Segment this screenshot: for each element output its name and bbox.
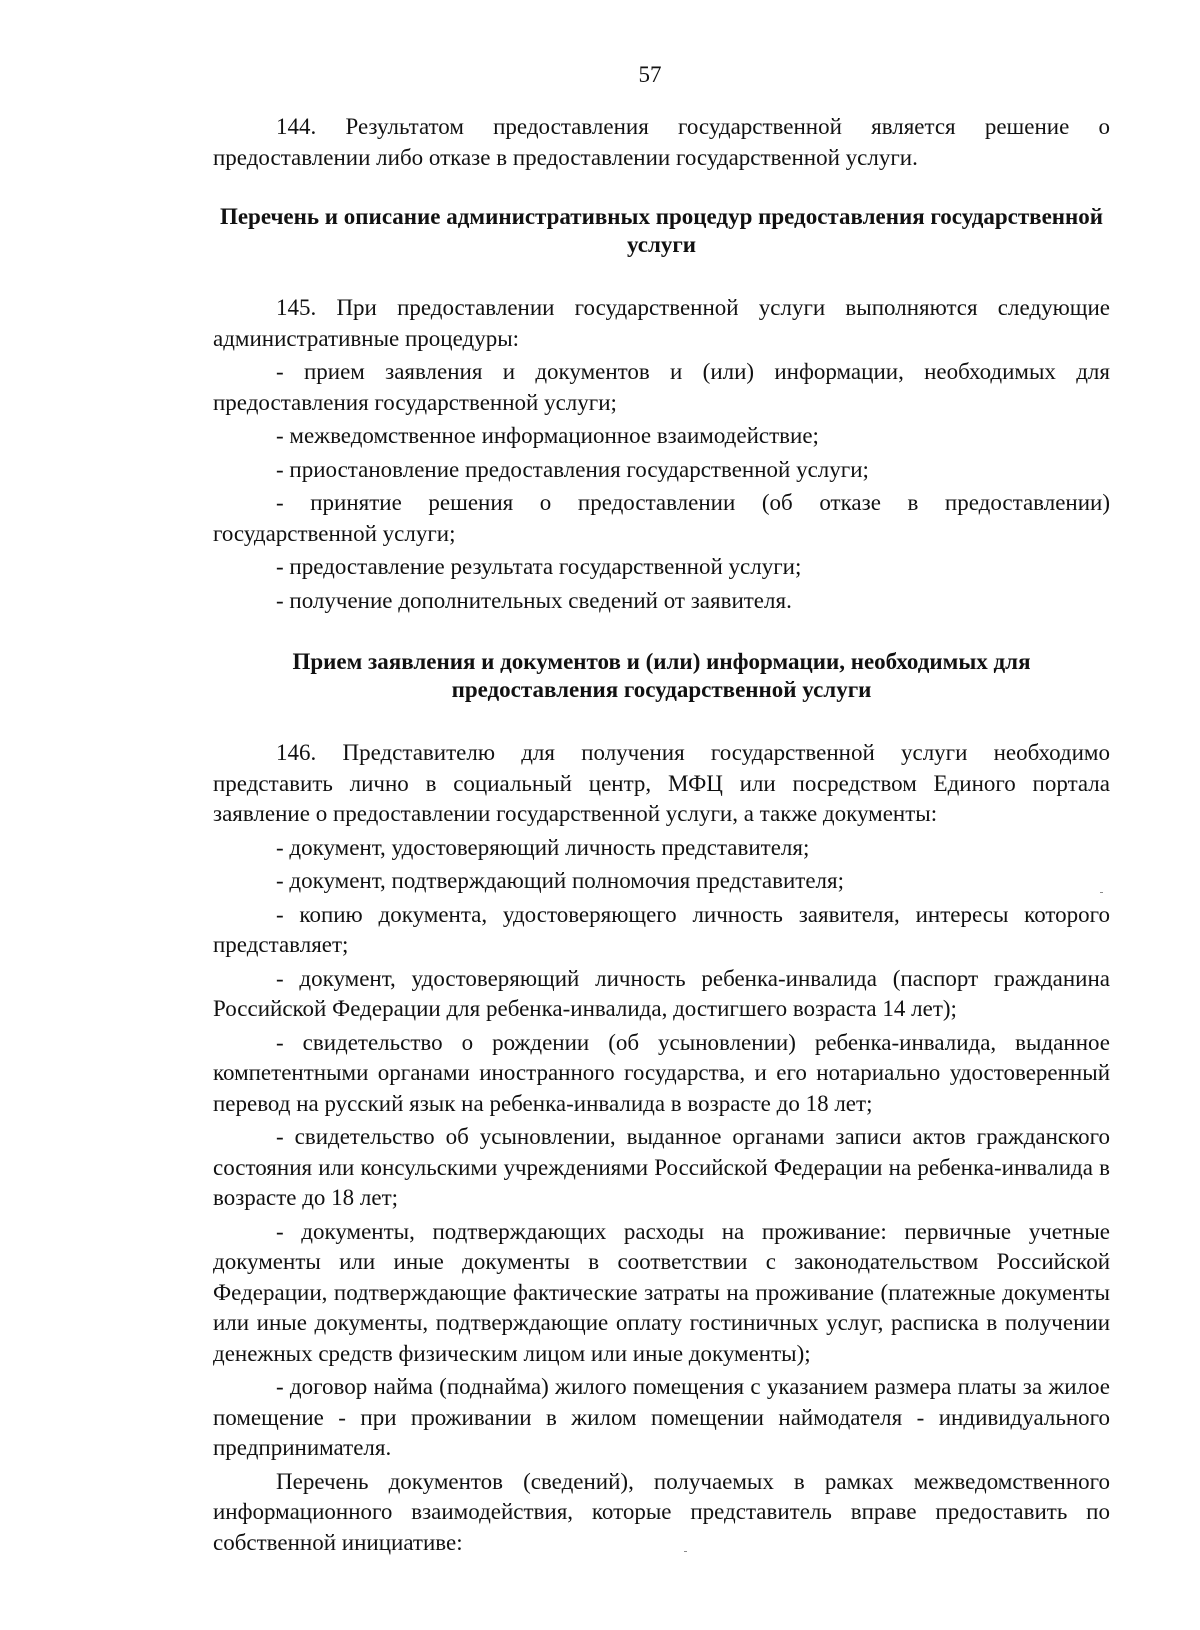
- document-item: - свидетельство об усыновлении, выданное органами записи актов гражданского состояния или консульскими учреждениями Российской Федерации на ребенка-инвалида в возрасте до 18 лет;: [213, 1124, 1110, 1210]
- paragraph-146-intro: 146. Представителю для получения государственной услуги необходимо представить лично в социальный центр, МФЦ или посредством Единого портала заявление о предоставлении государственной услуги, а также документы:: [213, 740, 1110, 826]
- procedure-item: - прием заявления и документов и (или) информации, необходимых для предоставления государственной услуги;: [213, 359, 1110, 415]
- document-body: [213, 112, 1110, 1558]
- paragraph-final: Перечень документов (сведений), получаемых в рамках межведомственного информационного взаимодействия, которые представитель вправе предоставить по собственной инициативе:: [213, 1468, 1110, 1555]
- page-number: 57: [638, 62, 662, 87]
- document-item: - копию документа, удостоверяющего личность заявителя, интересы которого представляет;: [213, 901, 1110, 957]
- document-item: - договор найма (поднайма) жилого помещения с указанием размера платы за жилое помещение - при проживании в жилом помещении наймодателя - индивидуального предпринимателя.: [213, 1374, 1110, 1460]
- scan-speck: [1100, 892, 1103, 893]
- document-item: - документ, удостоверяющий личность ребенка-инвалида (паспорт гражданина Российской Федерации для ребенка-инвалида, достигшего возраста 14 лет);: [213, 965, 1110, 1021]
- procedure-item: - межведомственное информационное взаимодействие;: [276, 423, 819, 448]
- document-item: - свидетельство о рождении (об усыновлении) ребенка-инвалида, выданное компетентными органами иностранного государства, и его нотариально удостоверенный перевод на русский язык на ребенка-инвалида в возрасте до 18 лет;: [213, 1029, 1110, 1116]
- document-item: - документы, подтверждающих расходы на проживание: первичные учетные документы или иные документы в соответствии с законодательством Российской Федерации, подтверждающие фактические затраты на проживание (платежные документы или иные документы, подтверждающие оплату гостиничных услуг, расписка в получении денежных средств физическим лицом или иные документы);: [213, 1218, 1110, 1366]
- document-item: - документ, подтверждающий полномочия представителя;: [276, 868, 845, 893]
- paragraph-144: 144. Результатом предоставления государственной является решение о предоставлении либо отказе в предоставлении государственной услуги.: [213, 114, 1110, 170]
- section-heading-procedures: Перечень и описание административных процедур предоставления государственной услуги: [219, 204, 1104, 257]
- procedure-item: - принятие решения о предоставлении (об отказе в предоставлении) государственной услуги;: [213, 490, 1110, 546]
- procedure-item: - предоставление результата государственной услуги;: [276, 554, 802, 579]
- scan-speck: [684, 1551, 687, 1552]
- section-heading-application: Прием заявления и документов и (или) информации, необходимых для предоставления государственной услуги: [292, 649, 1031, 702]
- document-item: - документ, удостоверяющий личность представителя;: [276, 834, 810, 860]
- procedure-item: - приостановление предоставления государственной услуги;: [276, 456, 869, 482]
- paragraph-145-intro: 145. При предоставлении государственной услуги выполняются следующие административные процедуры:: [213, 295, 1110, 351]
- procedure-item: - получение дополнительных сведений от заявителя.: [276, 587, 792, 613]
